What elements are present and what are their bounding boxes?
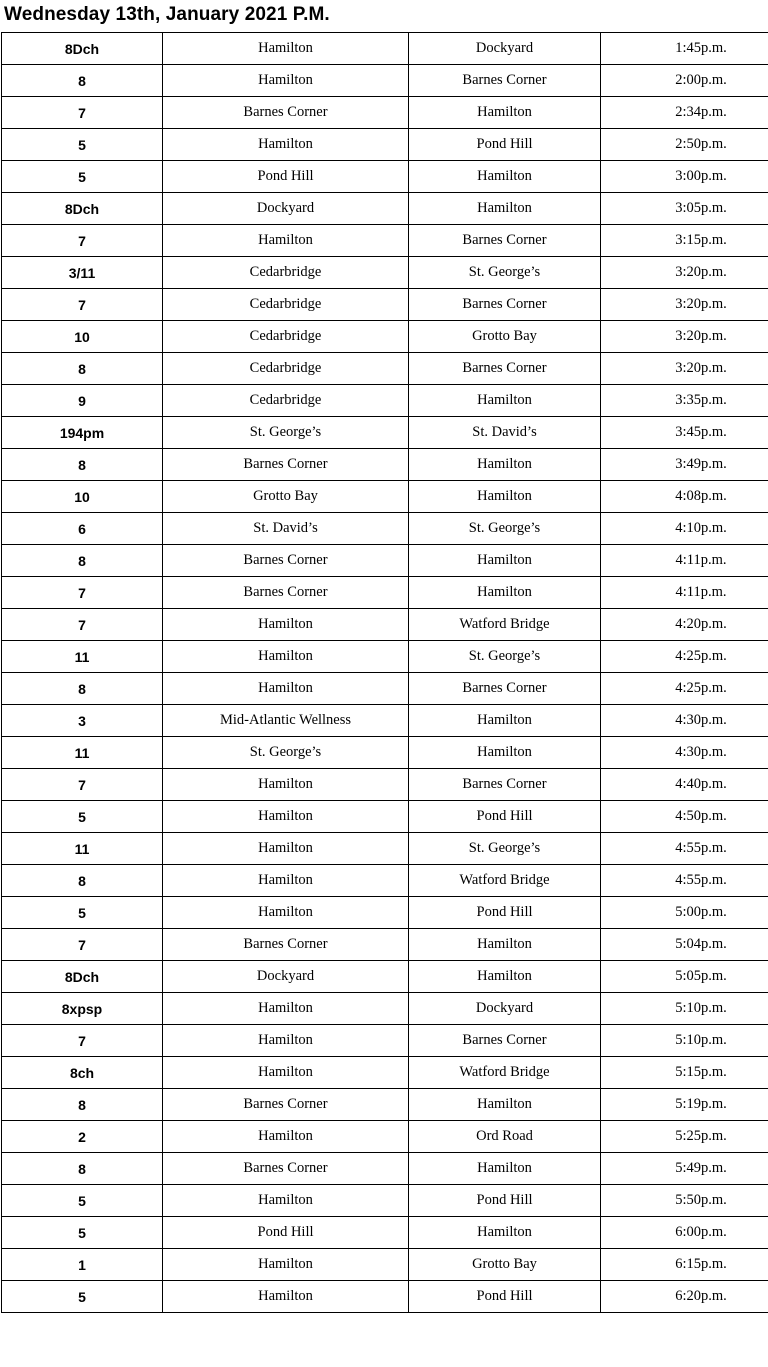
cell-time: 3:45p.m. (601, 417, 768, 449)
cell-from: Hamilton (163, 1281, 409, 1313)
cell-route: 8Dch (2, 961, 163, 993)
cell-to: Barnes Corner (409, 353, 601, 385)
table-row (2, 385, 768, 417)
cell-route: 9 (2, 385, 163, 417)
cell-time: 5:05p.m. (601, 961, 768, 993)
cell-time: 5:04p.m. (601, 929, 768, 961)
table-row (2, 1281, 768, 1313)
cell-route: 7 (2, 225, 163, 257)
cell-time: 4:25p.m. (601, 673, 768, 705)
bus-schedule-table (1, 32, 768, 1313)
cell-route: 3 (2, 705, 163, 737)
cell-route: 7 (2, 929, 163, 961)
table-row (2, 673, 768, 705)
cell-time: 3:20p.m. (601, 353, 768, 385)
cell-time: 4:25p.m. (601, 641, 768, 673)
table-row (2, 1089, 768, 1121)
cell-to: Barnes Corner (409, 289, 601, 321)
cell-from: Barnes Corner (163, 1153, 409, 1185)
cell-from: Hamilton (163, 833, 409, 865)
table-row (2, 769, 768, 801)
table-row (2, 161, 768, 193)
cell-route: 8 (2, 673, 163, 705)
table-row (2, 33, 768, 65)
cell-to: Hamilton (409, 737, 601, 769)
cell-from: Pond Hill (163, 1217, 409, 1249)
table-row (2, 321, 768, 353)
table-row (2, 705, 768, 737)
cell-from: Cedarbridge (163, 385, 409, 417)
cell-from: Cedarbridge (163, 289, 409, 321)
cell-to: Pond Hill (409, 801, 601, 833)
cell-from: Mid-Atlantic Wellness (163, 705, 409, 737)
cell-time: 4:50p.m. (601, 801, 768, 833)
cell-to: St. George’s (409, 257, 601, 289)
cell-to: Hamilton (409, 577, 601, 609)
cell-to: Grotto Bay (409, 321, 601, 353)
table-row (2, 225, 768, 257)
cell-from: Barnes Corner (163, 1089, 409, 1121)
cell-time: 4:10p.m. (601, 513, 768, 545)
cell-time: 5:10p.m. (601, 1025, 768, 1057)
cell-time: 1:45p.m. (601, 33, 768, 65)
cell-from: Dockyard (163, 193, 409, 225)
table-row (2, 1057, 768, 1089)
cell-to: Watford Bridge (409, 865, 601, 897)
cell-time: 3:20p.m. (601, 289, 768, 321)
cell-from: Hamilton (163, 801, 409, 833)
cell-time: 3:15p.m. (601, 225, 768, 257)
cell-to: Barnes Corner (409, 225, 601, 257)
table-row (2, 577, 768, 609)
cell-route: 8 (2, 1153, 163, 1185)
cell-to: Watford Bridge (409, 1057, 601, 1089)
table-row (2, 1025, 768, 1057)
table-row (2, 193, 768, 225)
cell-route: 5 (2, 1281, 163, 1313)
cell-time: 3:20p.m. (601, 321, 768, 353)
table-row (2, 865, 768, 897)
cell-time: 5:49p.m. (601, 1153, 768, 1185)
cell-from: Cedarbridge (163, 321, 409, 353)
table-row (2, 97, 768, 129)
cell-from: Barnes Corner (163, 929, 409, 961)
table-row (2, 609, 768, 641)
cell-from: Hamilton (163, 1057, 409, 1089)
page-title: Wednesday 13th, January 2021 P.M. (4, 4, 330, 25)
cell-from: Hamilton (163, 33, 409, 65)
cell-time: 2:50p.m. (601, 129, 768, 161)
table-row (2, 1249, 768, 1281)
cell-route: 7 (2, 769, 163, 801)
cell-to: Pond Hill (409, 1281, 601, 1313)
cell-route: 11 (2, 737, 163, 769)
cell-time: 4:11p.m. (601, 577, 768, 609)
cell-time: 4:30p.m. (601, 705, 768, 737)
cell-to: Hamilton (409, 1217, 601, 1249)
cell-to: St. George’s (409, 641, 601, 673)
table-row (2, 65, 768, 97)
cell-route: 8ch (2, 1057, 163, 1089)
cell-route: 11 (2, 641, 163, 673)
cell-route: 5 (2, 1217, 163, 1249)
table-row (2, 801, 768, 833)
cell-to: Hamilton (409, 545, 601, 577)
cell-to: Barnes Corner (409, 65, 601, 97)
cell-time: 3:49p.m. (601, 449, 768, 481)
cell-time: 6:15p.m. (601, 1249, 768, 1281)
cell-time: 3:35p.m. (601, 385, 768, 417)
cell-from: Cedarbridge (163, 257, 409, 289)
cell-to: Hamilton (409, 929, 601, 961)
cell-route: 10 (2, 321, 163, 353)
cell-from: Barnes Corner (163, 577, 409, 609)
cell-to: St. George’s (409, 513, 601, 545)
cell-from: Hamilton (163, 129, 409, 161)
cell-from: Hamilton (163, 641, 409, 673)
cell-to: Pond Hill (409, 897, 601, 929)
table-row (2, 289, 768, 321)
cell-from: Dockyard (163, 961, 409, 993)
cell-from: Barnes Corner (163, 97, 409, 129)
table-row (2, 961, 768, 993)
cell-route: 7 (2, 577, 163, 609)
cell-from: Hamilton (163, 897, 409, 929)
table-row (2, 641, 768, 673)
table-row (2, 929, 768, 961)
cell-route: 5 (2, 161, 163, 193)
cell-from: Hamilton (163, 1025, 409, 1057)
cell-route: 5 (2, 129, 163, 161)
cell-from: Hamilton (163, 865, 409, 897)
cell-time: 2:00p.m. (601, 65, 768, 97)
cell-time: 5:50p.m. (601, 1185, 768, 1217)
cell-route: 7 (2, 1025, 163, 1057)
cell-time: 4:55p.m. (601, 865, 768, 897)
cell-time: 2:34p.m. (601, 97, 768, 129)
cell-route: 8Dch (2, 193, 163, 225)
cell-route: 5 (2, 1185, 163, 1217)
cell-to: Dockyard (409, 993, 601, 1025)
cell-to: Barnes Corner (409, 673, 601, 705)
cell-time: 5:15p.m. (601, 1057, 768, 1089)
cell-to: Hamilton (409, 385, 601, 417)
cell-to: St. David’s (409, 417, 601, 449)
table-row (2, 737, 768, 769)
table-row (2, 1185, 768, 1217)
cell-from: St. George’s (163, 737, 409, 769)
schedule-table-body (2, 33, 768, 1313)
cell-route: 3/11 (2, 257, 163, 289)
cell-route: 8 (2, 449, 163, 481)
cell-to: Hamilton (409, 161, 601, 193)
cell-from: Hamilton (163, 993, 409, 1025)
cell-route: 7 (2, 97, 163, 129)
cell-from: St. George’s (163, 417, 409, 449)
cell-to: Dockyard (409, 33, 601, 65)
table-row (2, 993, 768, 1025)
cell-route: 8Dch (2, 33, 163, 65)
table-row (2, 1217, 768, 1249)
table-row (2, 545, 768, 577)
cell-from: St. David’s (163, 513, 409, 545)
table-row (2, 417, 768, 449)
cell-route: 8 (2, 865, 163, 897)
cell-time: 3:05p.m. (601, 193, 768, 225)
cell-to: Pond Hill (409, 1185, 601, 1217)
cell-route: 11 (2, 833, 163, 865)
cell-to: Hamilton (409, 449, 601, 481)
cell-route: 2 (2, 1121, 163, 1153)
cell-route: 8 (2, 1089, 163, 1121)
cell-to: Hamilton (409, 97, 601, 129)
cell-route: 8 (2, 545, 163, 577)
cell-time: 6:00p.m. (601, 1217, 768, 1249)
cell-time: 6:20p.m. (601, 1281, 768, 1313)
cell-from: Hamilton (163, 225, 409, 257)
table-row (2, 353, 768, 385)
cell-time: 4:40p.m. (601, 769, 768, 801)
cell-from: Barnes Corner (163, 449, 409, 481)
cell-from: Hamilton (163, 1121, 409, 1153)
cell-time: 3:20p.m. (601, 257, 768, 289)
cell-route: 8xpsp (2, 993, 163, 1025)
cell-from: Barnes Corner (163, 545, 409, 577)
cell-route: 5 (2, 801, 163, 833)
cell-to: Watford Bridge (409, 609, 601, 641)
cell-route: 1 (2, 1249, 163, 1281)
table-row (2, 1121, 768, 1153)
cell-to: Barnes Corner (409, 1025, 601, 1057)
table-row (2, 449, 768, 481)
cell-route: 10 (2, 481, 163, 513)
cell-time: 5:19p.m. (601, 1089, 768, 1121)
table-row (2, 513, 768, 545)
cell-time: 4:20p.m. (601, 609, 768, 641)
cell-route: 194pm (2, 417, 163, 449)
cell-time: 4:55p.m. (601, 833, 768, 865)
cell-route: 6 (2, 513, 163, 545)
table-row (2, 129, 768, 161)
cell-time: 5:10p.m. (601, 993, 768, 1025)
cell-to: Hamilton (409, 1089, 601, 1121)
cell-to: Hamilton (409, 481, 601, 513)
cell-to: St. George’s (409, 833, 601, 865)
cell-route: 7 (2, 289, 163, 321)
cell-time: 4:30p.m. (601, 737, 768, 769)
cell-from: Hamilton (163, 769, 409, 801)
cell-to: Hamilton (409, 705, 601, 737)
cell-route: 8 (2, 353, 163, 385)
cell-from: Hamilton (163, 1249, 409, 1281)
cell-route: 7 (2, 609, 163, 641)
cell-from: Hamilton (163, 609, 409, 641)
table-row (2, 257, 768, 289)
cell-route: 8 (2, 65, 163, 97)
cell-from: Hamilton (163, 1185, 409, 1217)
cell-from: Hamilton (163, 673, 409, 705)
cell-from: Hamilton (163, 65, 409, 97)
cell-route: 5 (2, 897, 163, 929)
cell-to: Hamilton (409, 961, 601, 993)
cell-to: Pond Hill (409, 129, 601, 161)
table-row (2, 833, 768, 865)
cell-time: 4:08p.m. (601, 481, 768, 513)
cell-from: Cedarbridge (163, 353, 409, 385)
cell-to: Barnes Corner (409, 769, 601, 801)
table-row (2, 897, 768, 929)
cell-to: Grotto Bay (409, 1249, 601, 1281)
cell-to: Ord Road (409, 1121, 601, 1153)
cell-from: Grotto Bay (163, 481, 409, 513)
cell-time: 5:25p.m. (601, 1121, 768, 1153)
cell-to: Hamilton (409, 1153, 601, 1185)
cell-from: Pond Hill (163, 161, 409, 193)
table-row (2, 481, 768, 513)
cell-time: 5:00p.m. (601, 897, 768, 929)
cell-time: 4:11p.m. (601, 545, 768, 577)
table-row (2, 1153, 768, 1185)
cell-time: 3:00p.m. (601, 161, 768, 193)
cell-to: Hamilton (409, 193, 601, 225)
